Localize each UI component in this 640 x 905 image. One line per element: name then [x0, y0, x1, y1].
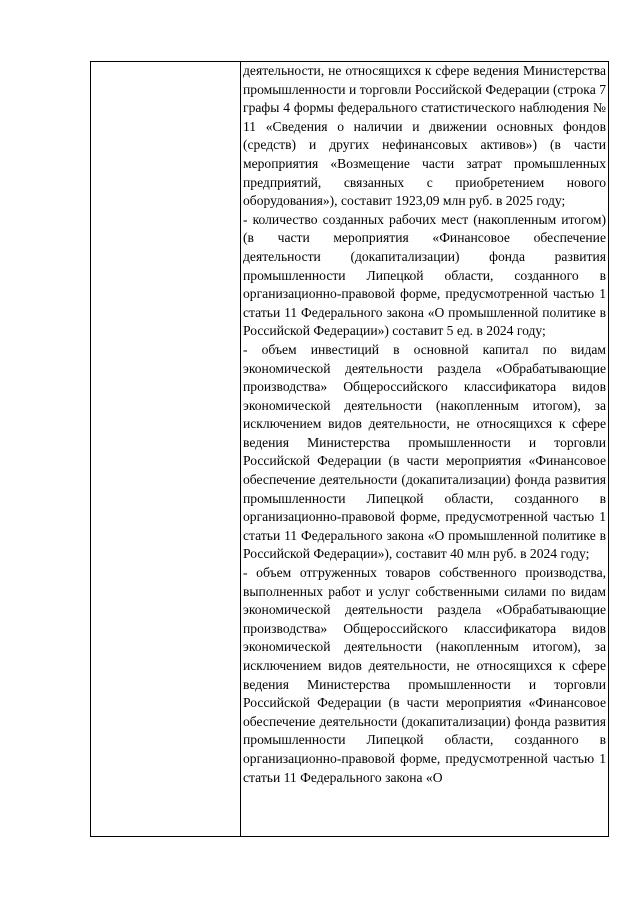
paragraph-jobs-created: - количество созданных рабочих мест (накопленным итогом) (в части мероприятия «Финансовое обеспечение деятельности (докапитализации) фонда развития промышленности Липецкой области, созданного в организационно-правовой форме, предусмотренной частью 1 статьи 11 Федерального закона «О промышленной политике в Российской Федерации») составит 5 ед. в 2024 году; [243, 211, 606, 339]
table-cell-left-empty [91, 62, 241, 836]
table-cell-right-text [241, 62, 608, 836]
document-table [90, 61, 609, 837]
paragraph-investment-continuation: деятельности, не относящихся к сфере ведения Министерства промышленности и торговли Российской Федерации (строка 7 графы 4 формы федерального статистического наблюдения № 11 «Сведения о наличии и движении основных фондов (средств) и других нефинансовых активов») (в части мероприятия «Возмещение части затрат промышленных предприятий, связанных с приобретением нового оборудования»), составит 1923,09 млн руб. в 2025 году; [243, 63, 606, 209]
paragraph-fixed-capital-investment: - объем инвестиций в основной капитал по видам экономической деятельности раздела «Обрабатывающие производства» Общероссийского классификатора видов экономической деятельности (накопленным итогом), за исключением видов деятельности, не относящихся к сфере ведения Министерства промышленности и торговли Российской Федерации (в части мероприятия «Финансовое обеспечение деятельности (докапитализации) фонда развития промышленности Липецкой области, созданного в организационно-правовой форме, предусмотренной частью 1 статьи 11 Федерального закона «О промышленной политике в Российской Федерации»), составит 40 млн руб. в 2024 году; [243, 341, 606, 562]
paragraph-shipped-goods-volume: - объем отгруженных товаров собственного производства, выполненных работ и услуг собственными силами по видам экономической деятельности раздела «Обрабатывающие производства» Общероссийского классификатора видов экономической деятельности (накопленным итогом), за исключением видов деятельности, не относящихся к сфере ведения Министерства промышленности и торговли Российской Федерации (в части мероприятия «Финансовое обеспечение деятельности (докапитализации) фонда развития промышленности Липецкой области, созданного в организационно-правовой форме, предусмотренной частью 1 статьи 11 Федерального закона «О [243, 565, 606, 785]
